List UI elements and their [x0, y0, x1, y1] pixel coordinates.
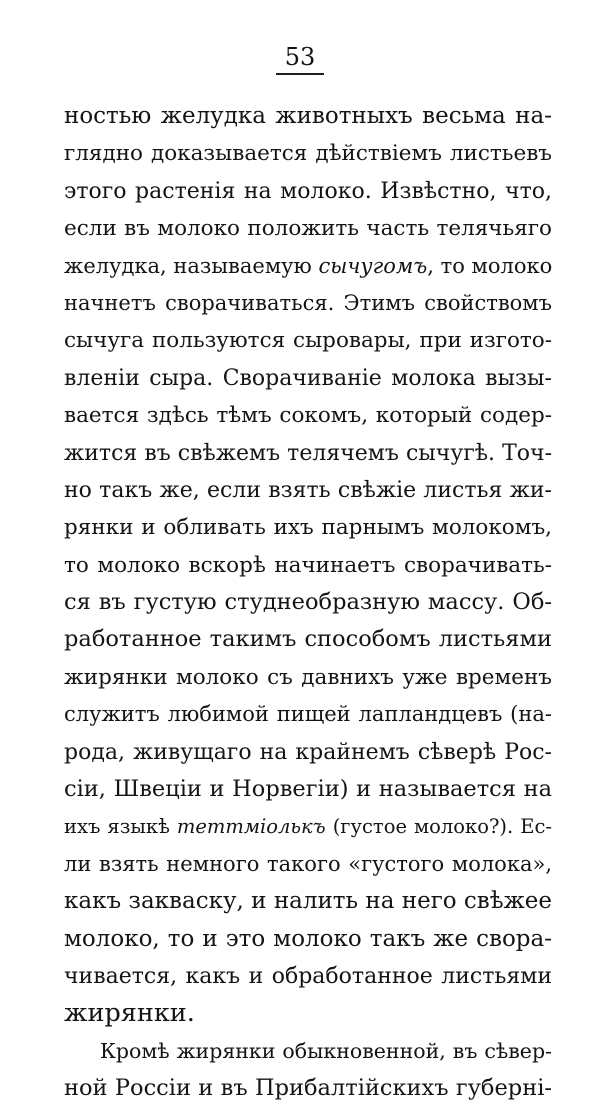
text-segment: молоко, то и это молоко такъ же свора- [64, 925, 552, 952]
text-line [64, 659, 552, 696]
text-segment: то молоко вскорѣ начинаетъ сворачивать- [64, 552, 552, 578]
text-line [64, 472, 552, 509]
text-line [64, 285, 552, 322]
text-segment: жирянки. [64, 998, 195, 1029]
text-line [64, 1033, 552, 1070]
text-segment: ной Россіи и въ Прибалтійскихъ губерні- [64, 1075, 552, 1102]
text-segment: сіи, Швеціи и Норвегіи) и называется на [64, 776, 552, 803]
text-line [64, 883, 552, 920]
text-line [64, 995, 552, 1032]
text-segment: жирянки молоко съ давнихъ уже временъ [64, 664, 552, 690]
text-segment: сычуга пользуются сыровары, при изгото- [64, 328, 552, 354]
text-line [64, 808, 552, 845]
text-segment: вленіи сыра. Сворачиваніе молока вызы- [64, 365, 552, 391]
text-segment: работанное такимъ способомъ листьями [64, 626, 552, 653]
text-line [64, 248, 552, 285]
text-line [64, 322, 552, 359]
text-line [64, 547, 552, 584]
body-text [64, 98, 552, 1108]
text-line [64, 771, 552, 808]
text-line [64, 173, 552, 210]
text-line [64, 958, 552, 995]
text-line [64, 846, 552, 883]
text-segment: вается здѣсь тѣмъ сокомъ, который содер- [64, 403, 552, 429]
text-segment: Кромѣ жирянки обыкновенной, въ сѣвер- [100, 1038, 552, 1063]
text-line [64, 435, 552, 472]
text-segment: ихъ языкѣ [64, 815, 177, 839]
text-segment: ся въ густую студнеобразную массу. Об- [64, 589, 552, 616]
italic-term: теттміолькъ [176, 815, 326, 839]
text-line [64, 621, 552, 658]
text-segment: чивается, какъ и обработанное листьями [64, 963, 552, 989]
italic-term: сычугомъ [318, 253, 428, 278]
text-segment: начнетъ сворачиваться. Этимъ свойствомъ [64, 290, 552, 315]
text-line [64, 509, 552, 546]
text-line [64, 696, 552, 733]
page-number-rule [276, 73, 324, 75]
text-line [64, 98, 552, 135]
text-line [64, 210, 552, 247]
text-segment: глядно доказывается дѣйствіемъ листьевъ [64, 141, 552, 167]
text-segment: если въ молоко положить часть телячьяго [64, 216, 552, 242]
text-segment: служитъ любимой пищей лапландцевъ (на- [64, 702, 552, 727]
text-line [64, 135, 552, 172]
page-number: 53 [284, 43, 316, 71]
text-segment: рода, живущаго на крайнемъ сѣверѣ Рос- [64, 739, 552, 765]
text-segment: но такъ же, если взять свѣжіе листья жи- [64, 477, 552, 503]
text-segment: ли взять немного такого «густого молока», [64, 851, 552, 876]
text-line [64, 734, 552, 771]
text-segment: желудка, называемую [64, 253, 319, 278]
text-line [64, 921, 552, 958]
text-segment: рянки и обливать ихъ парнымъ молокомъ, [64, 515, 552, 541]
text-segment: ностью желудка животныхъ весьма на- [64, 103, 552, 129]
text-segment: , то молоко [427, 253, 552, 278]
text-segment: (густое молоко?). Ес- [325, 815, 552, 839]
text-line [64, 1070, 552, 1107]
text-segment: какъ закваску, и налить на него свѣжее [64, 888, 552, 915]
text-line [64, 584, 552, 621]
text-segment: этого растенія на молоко. Извѣстно, что, [64, 178, 552, 204]
text-line [64, 397, 552, 434]
text-line [64, 360, 552, 397]
text-segment: жится въ свѣжемъ телячемъ сычугѣ. Точ- [64, 440, 552, 466]
